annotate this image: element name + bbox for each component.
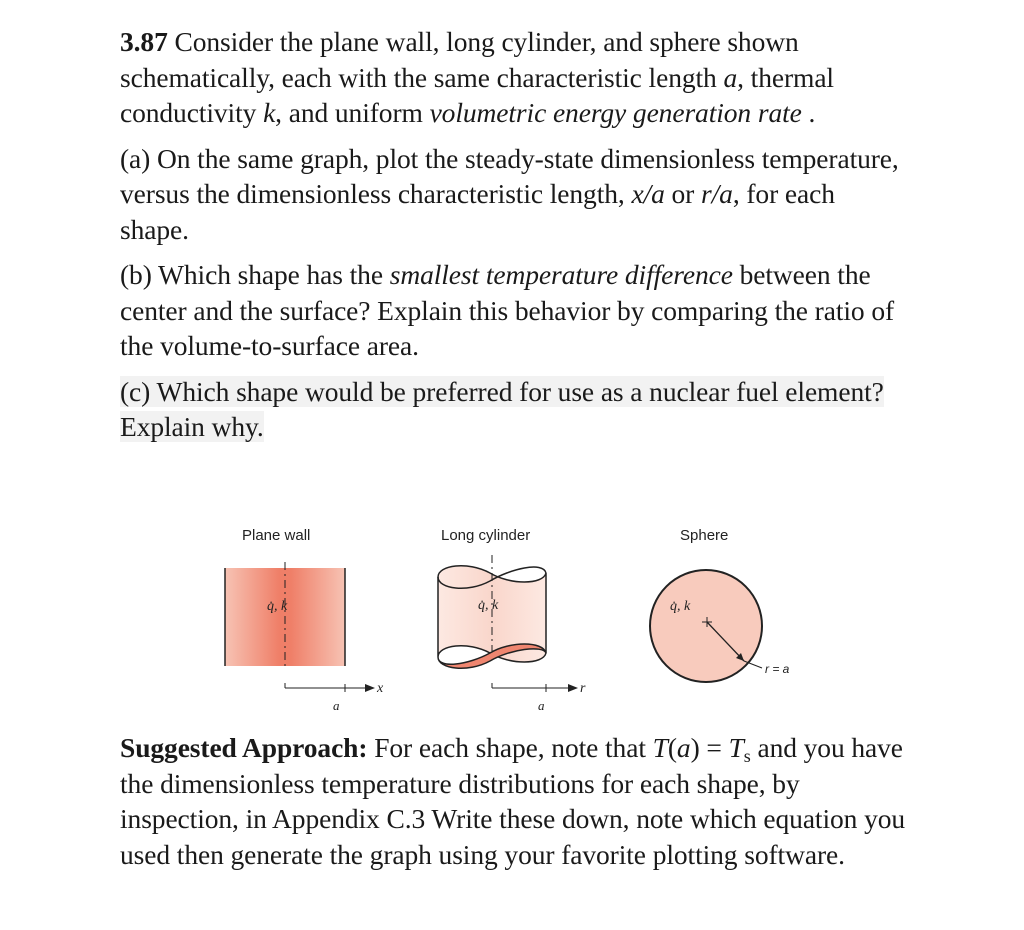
suggested-text-1: For each shape, note that (367, 732, 653, 763)
eq-Ts: T (728, 732, 744, 763)
eq-a: a (676, 732, 691, 763)
eq-open: ( (667, 732, 677, 763)
long-cylinder-axis-label: r (580, 681, 586, 696)
sphere-title: Sphere (680, 527, 729, 544)
sphere-figure (640, 568, 830, 688)
eq-s-subscript: s (743, 746, 751, 766)
part-c (120, 374, 900, 445)
problem-intro (120, 24, 900, 131)
plane-wall-figure (215, 560, 395, 715)
long-cylinder-dim-label: a (538, 698, 545, 713)
intro-a: a (723, 61, 738, 93)
problem-text (120, 24, 900, 455)
long-cylinder-figure (428, 555, 598, 715)
plane-wall-axis-arrow (365, 684, 375, 692)
intro-text-2: , thermal conductivity (120, 61, 834, 128)
part-a-xa: x/a (631, 178, 665, 209)
part-a-line-2-end: , for each shape. (120, 178, 835, 245)
intro-text-3: , and uniform (275, 97, 430, 128)
part-b-emphasis: smallest temperature difference (389, 259, 733, 290)
long-cylinder-label: q̇, k (478, 598, 499, 613)
sphere-dim-label: r = a (765, 662, 790, 676)
sphere-body (650, 570, 762, 682)
part-b-pre: (b) Which shape has the (120, 259, 390, 290)
plane-wall-label: q̇, k (267, 599, 288, 614)
long-cylinder-axis-arrow (568, 684, 578, 692)
intro-text-4: . (801, 97, 816, 128)
suggested-text-2: and you have the dimensionless temperature distributions for each shape, by inspection, in Appendix C.3 Write these down, note which equation you used then generate the graph using your favorite plotting software. (120, 732, 906, 870)
eq-close: ) = (690, 732, 729, 763)
part-b-post: between the center and the surface? Explain this behavior by comparing the ratio of the volume-to-surface area. (120, 259, 895, 361)
intro-text-1: Consider the plane wall, long cylinder, and sphere shown schematically, each with the same characteristic length (120, 26, 799, 93)
long-cylinder-title: Long cylinder (441, 527, 531, 544)
intro-k: k (263, 97, 276, 128)
sphere-label: q̇, k (670, 599, 691, 614)
part-c-text: (c) Which shape would be preferred for use as a nuclear fuel element? Explain why. (120, 375, 884, 442)
part-a (120, 141, 900, 248)
plane-wall-axis-label: x (377, 681, 384, 696)
suggested-approach-text (120, 730, 920, 872)
part-a-or: or (664, 178, 702, 209)
part-a-line-1: (a) On the same graph, plot the steady-state dimensionless temperature, (120, 142, 899, 174)
part-b (120, 257, 900, 364)
problem-number: 3.87 (120, 26, 168, 57)
suggested-approach (120, 730, 920, 872)
plane-wall-title: Plane wall (242, 527, 311, 544)
plane-wall-dim-label: a (333, 698, 340, 713)
intro-volumetric: volumetric energy generation rate (429, 97, 802, 128)
part-a-line-2: versus the dimensionless characteristic length, (120, 178, 632, 209)
suggested-heading: Suggested Approach: (120, 732, 368, 763)
part-a-ra: r/a (701, 178, 733, 209)
eq-T: T (652, 732, 668, 763)
